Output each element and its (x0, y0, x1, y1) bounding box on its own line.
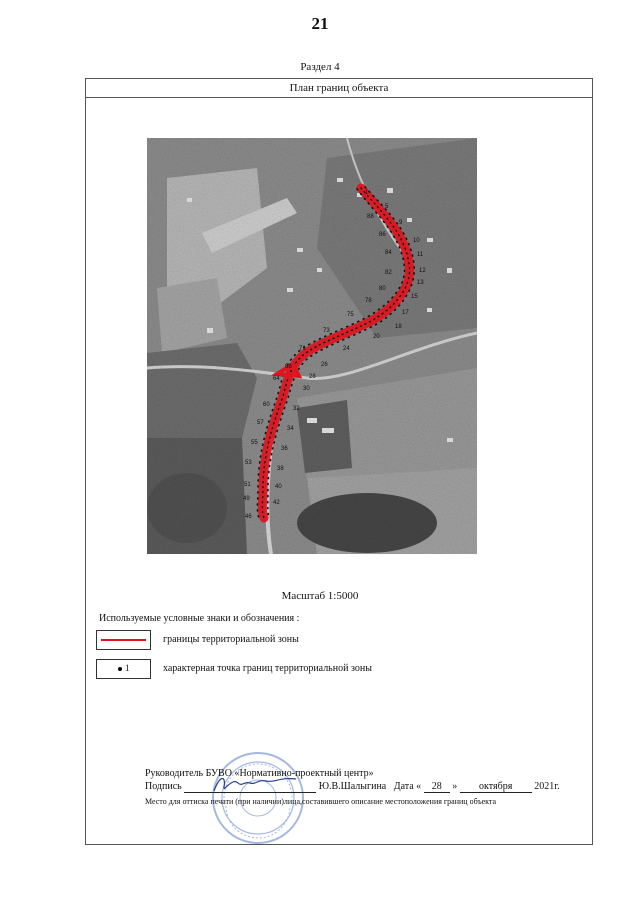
point-dot-icon (118, 667, 122, 671)
legend-point-number: 1 (125, 663, 130, 673)
date-separator: » (452, 781, 458, 792)
date-year: 2021г. (534, 781, 560, 792)
point-label-88: 88 (367, 214, 374, 220)
point-label-15: 15 (411, 294, 418, 300)
point-label-32: 32 (293, 406, 300, 412)
signature-line-1: Руководитель БУВО «Нормативно-проектный центр» (145, 768, 374, 779)
legend-symbol-point (96, 659, 151, 679)
point-label-60: 60 (263, 402, 270, 408)
point-label-55: 55 (251, 440, 258, 446)
point-label-24: 24 (343, 346, 350, 352)
page-number: 21 (311, 14, 329, 33)
point-label-17: 17 (402, 310, 409, 316)
aerial-map (147, 138, 477, 554)
signature-label: Подпись (145, 781, 182, 792)
point-label-36: 36 (281, 446, 288, 452)
legend-symbol-boundary-line (96, 630, 151, 650)
point-label-26: 26 (321, 362, 328, 368)
point-label-78: 78 (365, 298, 372, 304)
point-label-82: 82 (385, 270, 392, 276)
stamp-place-note: Место для оттиска печати (при наличии)лица,составившего описание местоположения границ объекта (145, 797, 497, 806)
red-line-symbol (101, 639, 146, 641)
point-label-57: 57 (257, 420, 264, 426)
point-label-30: 30 (303, 386, 310, 392)
point-label-68: 68 (285, 364, 292, 370)
point-label-84: 84 (385, 250, 392, 256)
legend-title: Используемые условные знаки и обозначения : (99, 613, 300, 624)
point-label-49: 49 (243, 496, 250, 502)
point-label-42: 42 (273, 500, 280, 506)
date-label: Дата « (393, 781, 422, 792)
point-label-5: 5 (385, 204, 389, 210)
point-label-51: 51 (244, 482, 251, 488)
point-label-46: 46 (245, 514, 252, 520)
point-label-38: 38 (277, 466, 284, 472)
signature-field (184, 781, 316, 793)
date-month: октября (460, 781, 532, 793)
point-label-80: 80 (379, 286, 386, 292)
point-label-75: 75 (347, 312, 354, 318)
point-label-73: 73 (323, 328, 330, 334)
map-svg (147, 138, 477, 554)
point-label-13: 13 (417, 280, 424, 286)
map-scale: Масштаб 1:5000 (281, 590, 359, 602)
point-label-18: 18 (395, 324, 402, 330)
point-label-11: 11 (417, 252, 424, 258)
point-label-40: 40 (275, 484, 282, 490)
point-label-10: 10 (413, 238, 420, 244)
date-day: 28 (424, 781, 450, 793)
point-label-53: 53 (245, 460, 252, 466)
point-label-28: 28 (309, 374, 316, 380)
legend-text-boundary: границы территориальной зоны (163, 634, 299, 645)
legend-text-point: характерная точка границ территориальной зоны (163, 663, 372, 674)
signature-line-2 (145, 781, 560, 793)
point-label-1: 1 (365, 190, 369, 196)
point-label-34: 34 (287, 426, 294, 432)
signer-name: Ю.В.Шалыгина (318, 781, 387, 792)
point-label-64: 64 (273, 376, 280, 382)
point-label-86: 86 (379, 232, 386, 238)
frame-header: План границ объекта (86, 79, 592, 98)
section-label: Раздел 4 (300, 61, 340, 73)
point-label-12: 12 (419, 268, 426, 274)
point-label-20: 20 (373, 334, 380, 340)
point-label-9: 9 (399, 220, 403, 226)
point-label-71: 71 (299, 346, 306, 352)
